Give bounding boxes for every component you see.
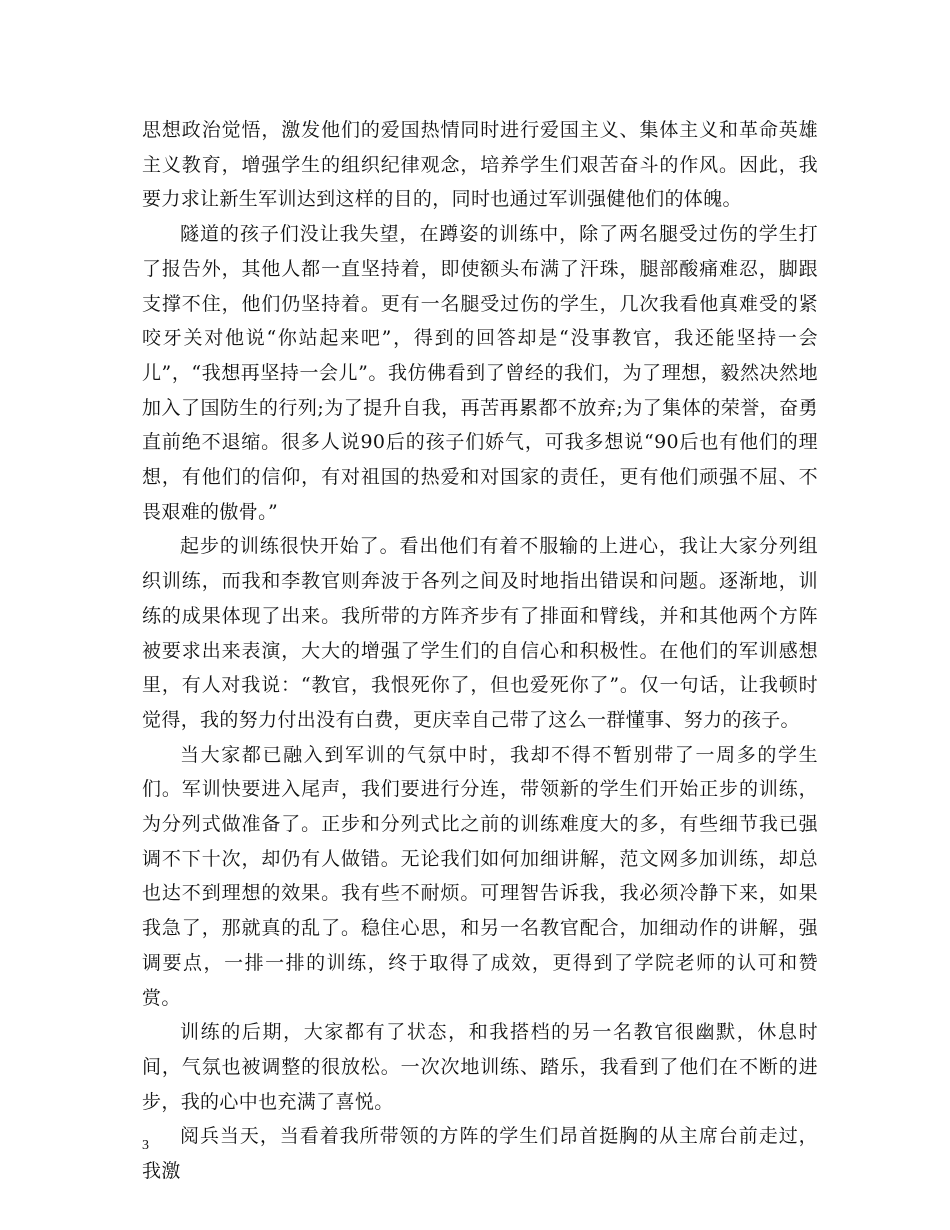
body-text bbox=[142, 113, 818, 1189]
paragraph-1: 思想政治觉悟，激发他们的爱国热情同时进行爱国主义、集体主义和革命英雄主义教育，增强学生的组织纪律观念，培养学生们艰苦奋斗的作风。因此，我要力求让新生军训达到这样的目的，同时也通过军训强健他们的体魄。 bbox=[142, 119, 818, 211]
paragraph-4: 当大家都已融入到军训的气氛中时，我却不得不暂别带了一周多的学生们。军训快要进入尾声，我们要进行分连，带领新的学生们开始正步的训练，为分列式做准备了。正步和分列式比之前的训练难度大的多，有些细节我已强调不下十次，却仍有人做错。无论我们如何加细讲解，范文网多加训练，却总也达不到理想的效果。我有些不耐烦。可理智告诉我，我必须冷静下来，如果我急了，那就真的乱了。稳住心思，和另一名教官配合，加细动作的讲解，强调要点，一排一排的训练，终于取得了成效，更得到了学院老师的认可和赞赏。 bbox=[142, 743, 818, 1009]
paragraph-6: 阅兵当天，当看着我所带领的方阵的学生们昂首挺胸的从主席台前走过，我激 bbox=[142, 1125, 818, 1183]
page-number: 3 bbox=[142, 1138, 149, 1153]
paragraph-3: 起步的训练很快开始了。看出他们有着不服输的上进心，我让大家分列组织训练，而我和李教官则奔波于各列之间及时地指出错误和问题。逐渐地，训练的成果体现了出来。我所带的方阵齐步有了排面和臂线，并和其他两个方阵被要求出来表演，大大的增强了学生们的自信心和积极性。在他们的军训感想里，有人对我说：“教官，我恨死你了，但也爱死你了”。仅一句话，让我顿时觉得，我的努力付出没有白费，更庆幸自己带了这么一群懂事、努力的孩子。 bbox=[142, 535, 818, 731]
paragraph-5: 训练的后期，大家都有了状态，和我搭档的另一名教官很幽默，休息时间，气氛也被调整的很放松。一次次地训练、踏乐，我看到了他们在不断的进步，我的心中也充满了喜悦。 bbox=[142, 1021, 818, 1113]
paragraph-2: 隧道的孩子们没让我失望，在蹲姿的训练中，除了两名腿受过伤的学生打了报告外，其他人都一直坚持着，即使额头布满了汗珠，腿部酸痛难忍，脚跟支撑不住，他们仍坚持着。更有一名腿受过伤的学生，几次我看他真难受的紧咬牙关对他说“你站起来吧”，得到的回答却是“没事教官，我还能坚持一会儿”，“我想再坚持一会儿”。我仿佛看到了曾经的我们，为了理想，毅然决然地加入了国防生的行列;为了提升自我，再苦再累都不放弃;为了集体的荣誉，奋勇直前绝不退缩。很多人说90后的孩子们娇气，可我多想说“90后也有他们的理想，有他们的信仰，有对祖国的热爱和对国家的责任，更有他们顽强不屈、不畏艰难的傲骨。” bbox=[142, 223, 818, 523]
